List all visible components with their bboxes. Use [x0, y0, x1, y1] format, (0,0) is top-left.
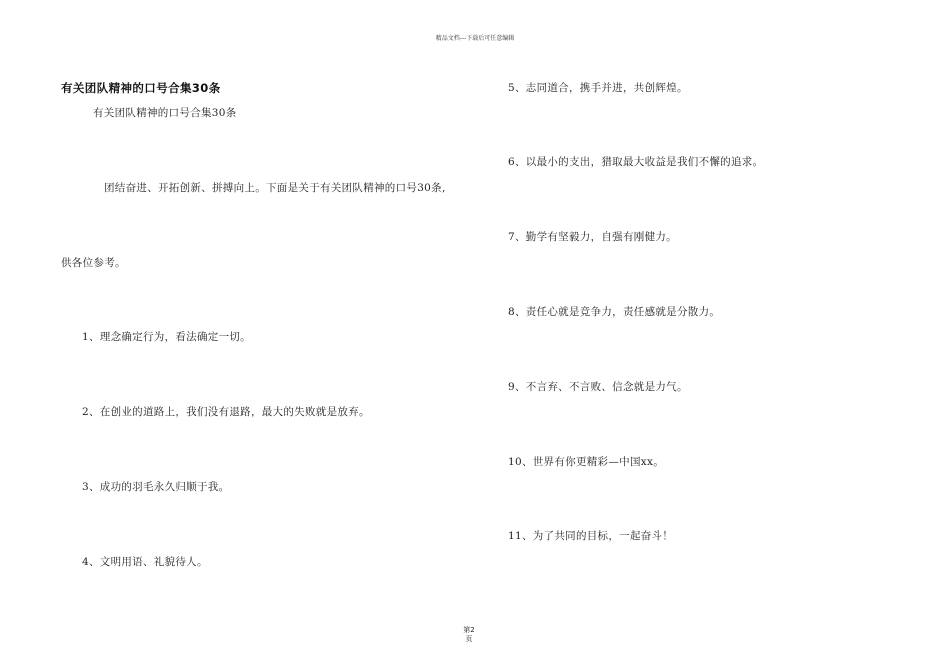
page-header: 精品文档---下载后可任意编辑	[435, 35, 515, 42]
intro-paragraph-line-2: 供各位参考。	[61, 257, 126, 269]
slogan-item: 1、理念确定行为，看法确定一切。	[82, 331, 251, 343]
intro-paragraph-line-1: 团结奋进、开拓创新、拼搏向上。下面是关于有关团队精神的口号30条,	[104, 182, 446, 194]
slogan-item: 7、勤学有坚毅力，自强有刚健力。	[508, 231, 677, 243]
page-number	[462, 626, 476, 644]
slogan-item: 3、成功的羽毛永久归顺于我。	[82, 481, 230, 493]
document-subtitle: 有关团队精神的口号合集30条	[93, 107, 237, 119]
slogan-item: 6、以最小的支出，猎取最大收益是我们不懈的追求。	[508, 156, 764, 168]
document-title: 有关团队精神的口号合集30条	[61, 81, 221, 95]
slogan-item: 10、世界有你更精彩—中国xx。	[508, 456, 665, 468]
page-number-top: 第2	[463, 626, 475, 634]
slogan-item: 2、在创业的道路上，我们没有退路，最大的失败就是放弃。	[82, 406, 370, 418]
slogan-item: 8、责任心就是竞争力，责任感就是分散力。	[508, 306, 721, 318]
slogan-item: 4、文明用语、礼貌待人。	[82, 556, 208, 568]
slogan-item: 5、志同道合，携手并进，共创辉煌。	[508, 82, 688, 94]
slogan-item: 9、不言弃、不言败、信念就是力气。	[508, 381, 688, 393]
slogan-item: 11、为了共同的目标，一起奋斗！	[508, 530, 674, 542]
page-number-bottom: 页	[465, 635, 473, 643]
